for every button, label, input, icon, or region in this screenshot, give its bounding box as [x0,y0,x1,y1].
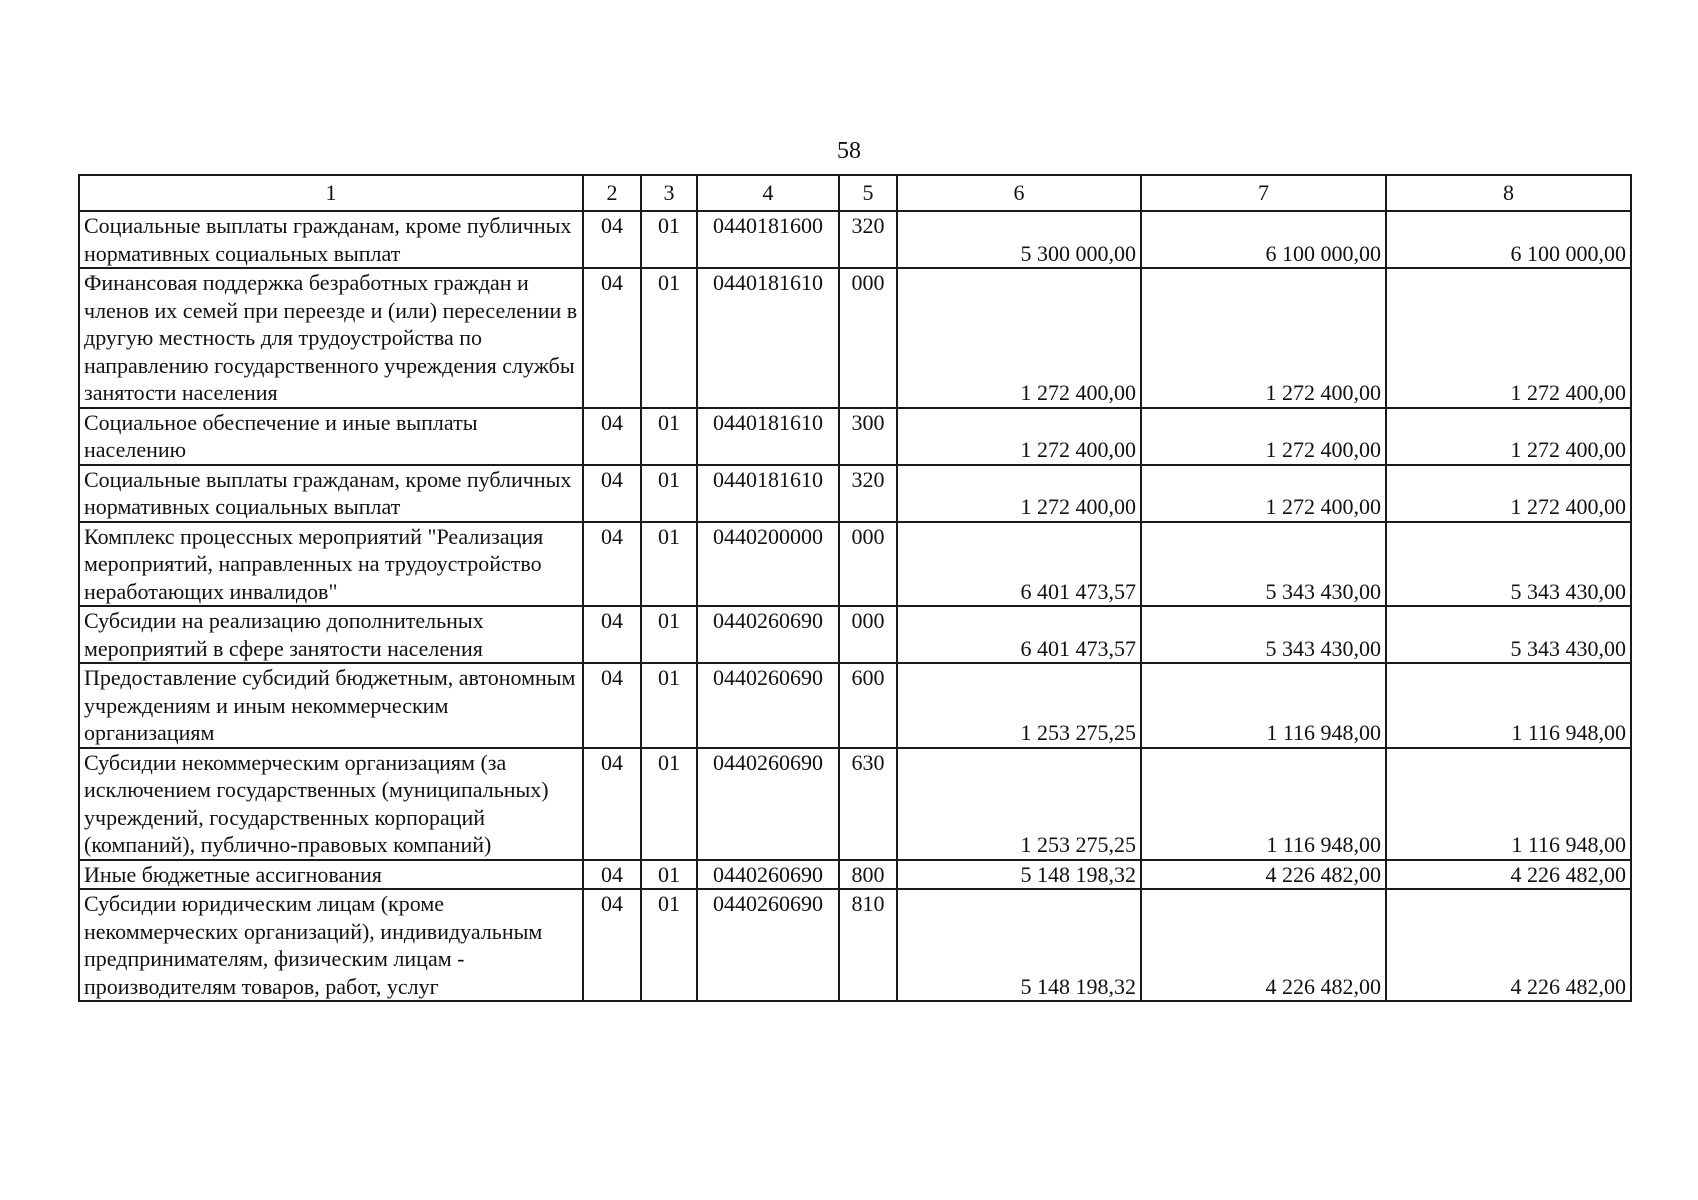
row-expense-type: 320 [839,465,897,522]
row-amount-col6: 5 148 198,32 [897,889,1141,1001]
row-amount-col8: 1 116 948,00 [1386,748,1631,860]
row-name: Субсидии на реализацию дополнительных мероприятий в сфере занятости населения [79,606,583,663]
row-target-code: 0440260690 [697,889,839,1001]
row-amount-col6: 1 253 275,25 [897,663,1141,748]
row-amount-col8: 5 343 430,00 [1386,606,1631,663]
table-row [79,408,1631,465]
row-name: Социальное обеспечение и иные выплаты населению [79,408,583,465]
row-target-code: 0440260690 [697,748,839,860]
row-subsection: 01 [641,268,697,408]
row-subsection: 01 [641,408,697,465]
row-target-code: 0440260690 [697,606,839,663]
row-target-code: 0440181610 [697,408,839,465]
row-name: Социальные выплаты гражданам, кроме публичных нормативных социальных выплат [79,465,583,522]
row-expense-type: 800 [839,860,897,890]
table-row [79,211,1631,268]
row-amount-col7: 6 100 000,00 [1141,211,1386,268]
row-amount-col7: 5 343 430,00 [1141,522,1386,607]
row-expense-type: 000 [839,522,897,607]
row-amount-col6: 6 401 473,57 [897,522,1141,607]
row-name: Комплекс процессных мероприятий "Реализация мероприятий, направленных на трудоустройство неработающих инвалидов" [79,522,583,607]
row-section: 04 [583,465,641,522]
table-row [79,268,1631,408]
row-amount-col6: 1 272 400,00 [897,465,1141,522]
row-amount-col8: 1 272 400,00 [1386,268,1631,408]
row-subsection: 01 [641,748,697,860]
header-col-8: 8 [1386,175,1631,211]
table-row [79,860,1631,890]
page-number: 58 [837,138,861,164]
header-row [79,175,1631,211]
row-amount-col6: 1 253 275,25 [897,748,1141,860]
row-name: Предоставление субсидий бюджетным, автономным учреждениям и иным некоммерческим организациям [79,663,583,748]
row-expense-type: 810 [839,889,897,1001]
table-row [79,889,1631,1001]
table-row [79,522,1631,607]
row-name: Субсидии юридическим лицам (кроме некоммерческих организаций), индивидуальным предпринимателям, физическим лицам - производителям товаров, работ, услуг [79,889,583,1001]
row-name: Социальные выплаты гражданам, кроме публичных нормативных социальных выплат [79,211,583,268]
header-col-6: 6 [897,175,1141,211]
row-expense-type: 630 [839,748,897,860]
row-name: Финансовая поддержка безработных граждан и членов их семей при переезде и (или) переселении в другую местность для трудоустройства по направлению государственного учреждения службы занятости населения [79,268,583,408]
row-amount-col7: 1 272 400,00 [1141,465,1386,522]
row-amount-col6: 5 300 000,00 [897,211,1141,268]
row-amount-col7: 1 116 948,00 [1141,663,1386,748]
row-section: 04 [583,748,641,860]
row-subsection: 01 [641,663,697,748]
header-col-5: 5 [839,175,897,211]
row-amount-col8: 1 272 400,00 [1386,465,1631,522]
row-amount-col7: 4 226 482,00 [1141,889,1386,1001]
row-amount-col7: 5 343 430,00 [1141,606,1386,663]
row-amount-col7: 1 116 948,00 [1141,748,1386,860]
row-amount-col8: 1 116 948,00 [1386,663,1631,748]
table-row [79,748,1631,860]
row-target-code: 0440260690 [697,663,839,748]
row-subsection: 01 [641,889,697,1001]
row-subsection: 01 [641,860,697,890]
row-target-code: 0440181600 [697,211,839,268]
row-target-code: 0440181610 [697,268,839,408]
row-amount-col8: 6 100 000,00 [1386,211,1631,268]
row-name: Субсидии некоммерческим организациям (за исключением государственных (муниципальных) учреждений, государственных корпораций (компаний), публично-правовых компаний) [79,748,583,860]
table-row [79,465,1631,522]
row-section: 04 [583,663,641,748]
row-expense-type: 000 [839,606,897,663]
row-expense-type: 600 [839,663,897,748]
row-name: Иные бюджетные ассигнования [79,860,583,890]
row-subsection: 01 [641,211,697,268]
row-expense-type: 300 [839,408,897,465]
row-target-code: 0440200000 [697,522,839,607]
row-section: 04 [583,606,641,663]
row-section: 04 [583,522,641,607]
row-expense-type: 000 [839,268,897,408]
table-row [79,663,1631,748]
row-amount-col8: 4 226 482,00 [1386,860,1631,890]
row-subsection: 01 [641,606,697,663]
row-amount-col7: 4 226 482,00 [1141,860,1386,890]
row-amount-col7: 1 272 400,00 [1141,268,1386,408]
row-amount-col6: 1 272 400,00 [897,268,1141,408]
header-col-2: 2 [583,175,641,211]
row-amount-col6: 6 401 473,57 [897,606,1141,663]
header-col-4: 4 [697,175,839,211]
header-col-1: 1 [79,175,583,211]
row-section: 04 [583,860,641,890]
row-amount-col8: 4 226 482,00 [1386,889,1631,1001]
row-section: 04 [583,408,641,465]
row-amount-col6: 1 272 400,00 [897,408,1141,465]
row-section: 04 [583,211,641,268]
budget-table [78,174,1632,1002]
row-amount-col8: 5 343 430,00 [1386,522,1631,607]
row-subsection: 01 [641,465,697,522]
row-amount-col8: 1 272 400,00 [1386,408,1631,465]
row-target-code: 0440260690 [697,860,839,890]
header-col-7: 7 [1141,175,1386,211]
row-expense-type: 320 [839,211,897,268]
row-amount-col6: 5 148 198,32 [897,860,1141,890]
row-subsection: 01 [641,522,697,607]
table-row [79,606,1631,663]
row-section: 04 [583,268,641,408]
row-section: 04 [583,889,641,1001]
row-target-code: 0440181610 [697,465,839,522]
row-amount-col7: 1 272 400,00 [1141,408,1386,465]
header-col-3: 3 [641,175,697,211]
